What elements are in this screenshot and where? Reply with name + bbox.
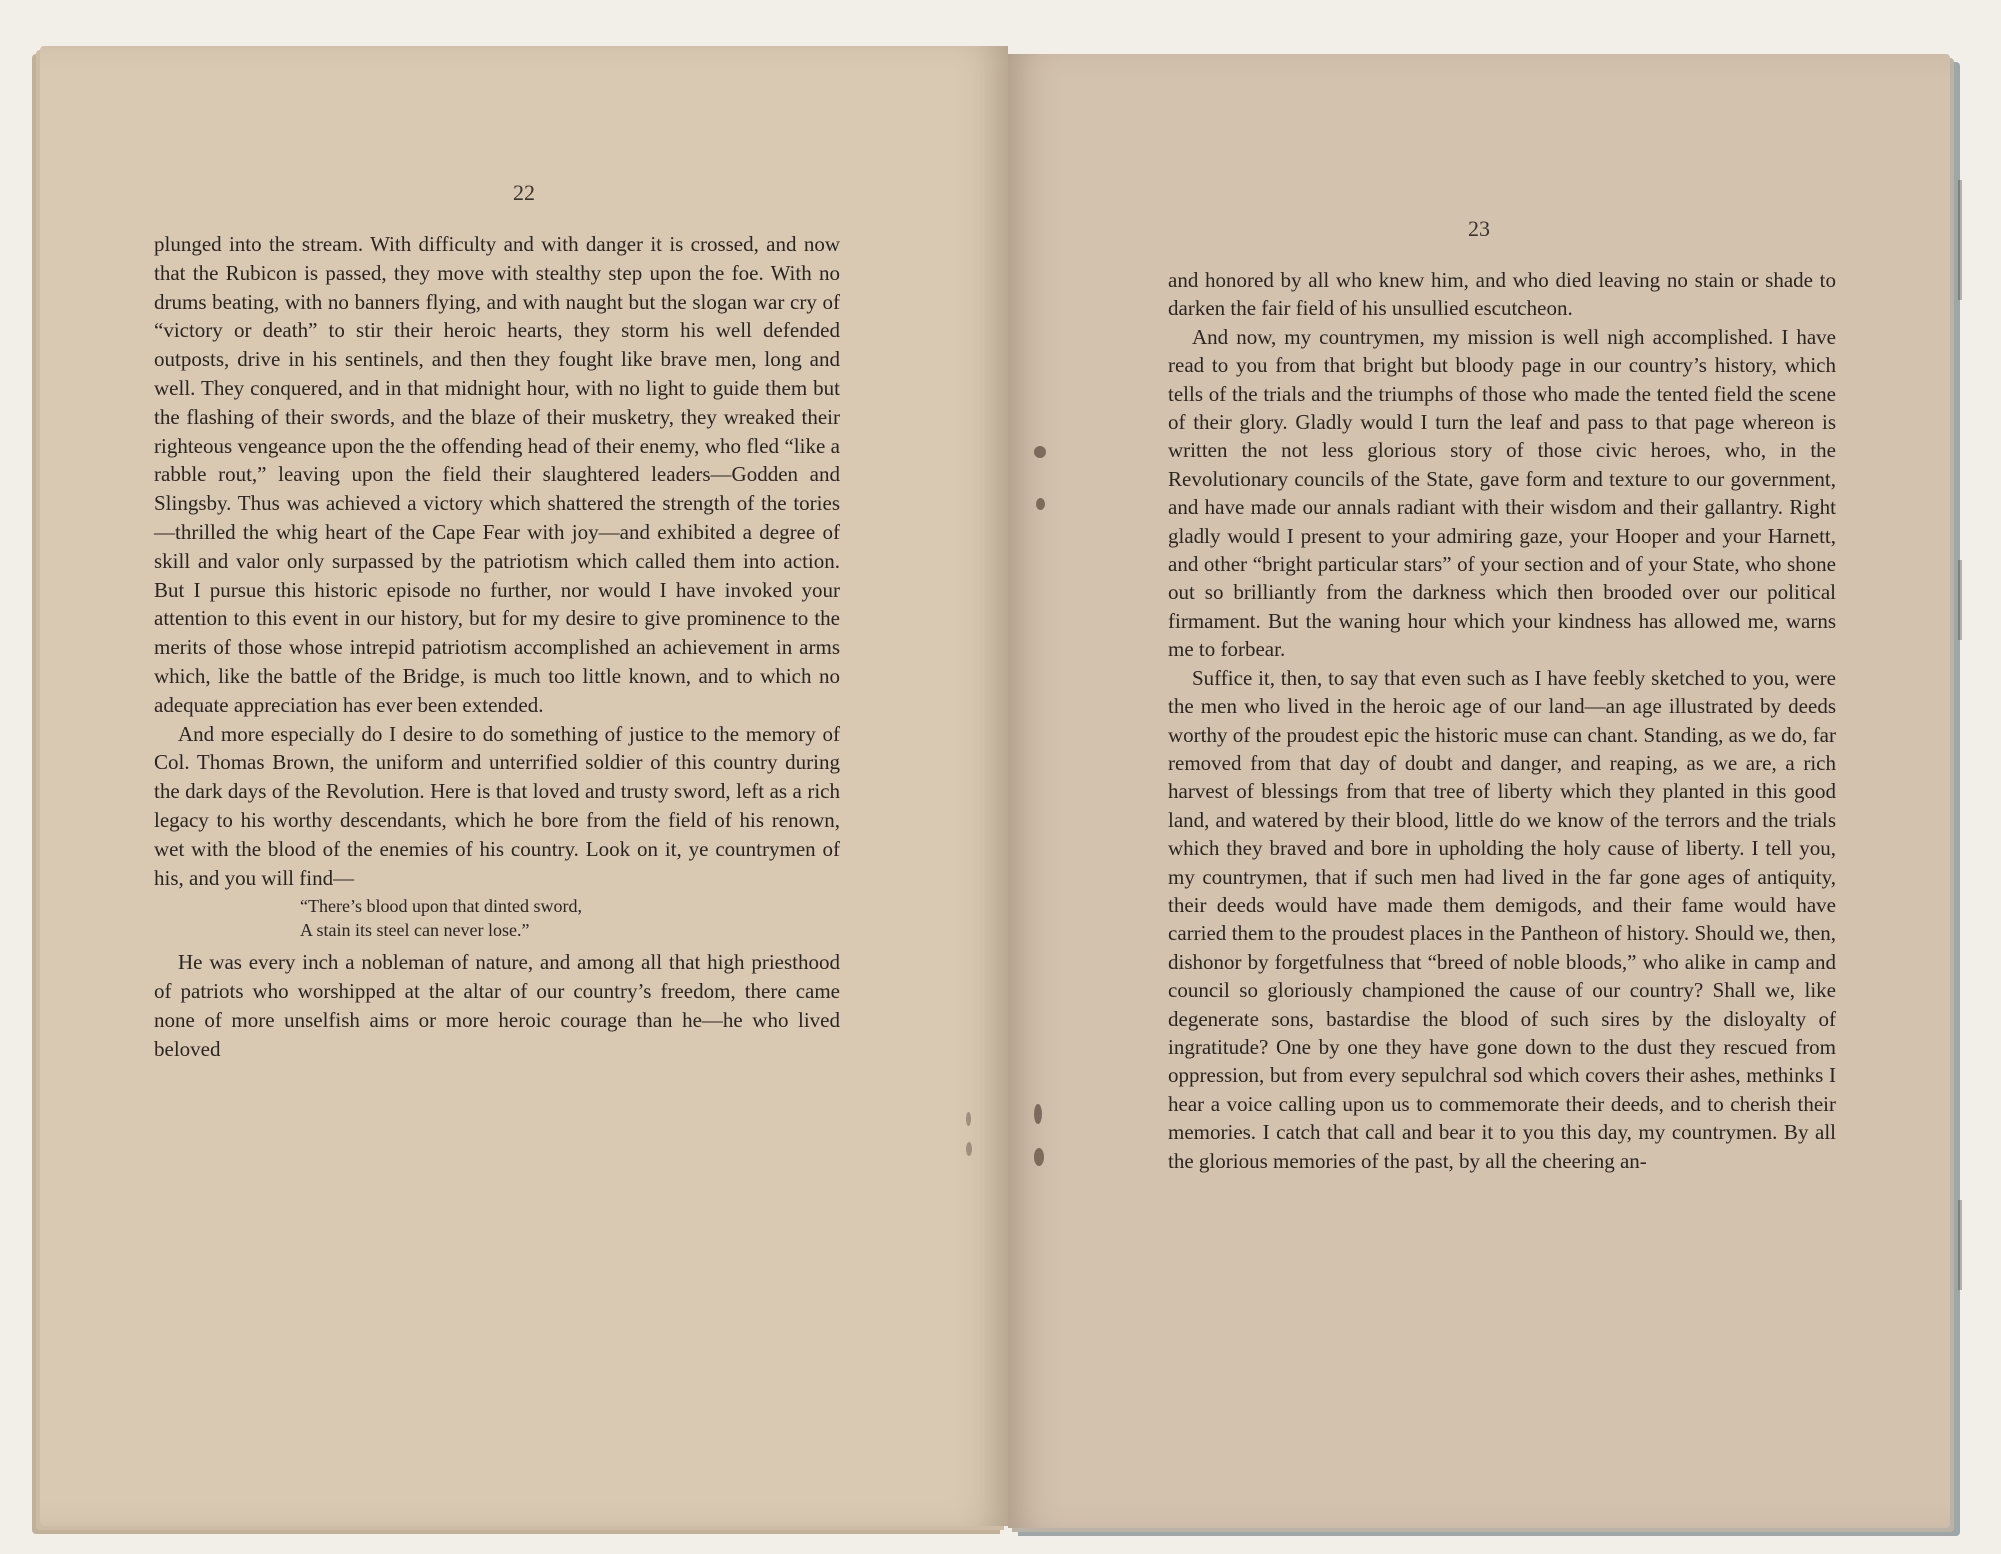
paragraph: plunged into the stream. With difficulty and with danger it is crossed, and now that the Rubicon is passed, they move with stealthy step upon the foe. With no drums beating, with no banners flying, and with naught but the slogan war cry of “victory or death” to stir their heroic hearts, they storm his well defended outposts, drive in his sentinels, and then they fought like brave men, long and well. They conquered, and in that midnight hour, with no light to guide them but the flashing of their swords, and the blaze of their musketry, they wreaked their righteous vengeance upon the the offending head of their enemy, who fled “like a rabble rout,” leaving upon the field their slaughtered leaders—Godden and Slingsby. Thus was achieved a victory which shattered the strength of the tories—thrilled the whig heart of the Cape Fear with joy—and exhibited a degree of skill and valor only surpassed by the patriotism which called them into action. But I pursue this historic episode no further, nor would I have invoked your attention to this event in our history, but for my desire to give prominence to the merits of those whose intrepid patriotism accomplished an achievement in arms which, like the battle of the Bridge, is much too little known, and to which no adequate appreciation has ever been extended. bbox=[154, 232, 840, 717]
binding-stain bbox=[1034, 1104, 1042, 1124]
binding-stain bbox=[966, 1112, 971, 1126]
verse-quote bbox=[154, 894, 840, 942]
page-number-right: 23 bbox=[1468, 216, 1490, 241]
paragraph: and honored by all who knew him, and who died leaving no stain or shade to darken the fair field of his unsullied escutcheon. bbox=[1168, 268, 1836, 321]
page-edge-mark bbox=[1958, 180, 1962, 300]
quote-line: A stain its steel can never lose.” bbox=[300, 920, 530, 941]
binding-stain bbox=[1034, 1148, 1044, 1166]
quote-line: “There’s blood upon that dinted sword, bbox=[300, 896, 582, 917]
page-edge-mark bbox=[1958, 1200, 1962, 1290]
binding-stain bbox=[1034, 446, 1046, 458]
left-page-text bbox=[154, 230, 840, 1064]
paragraph: And now, my countrymen, my mission is well nigh accomplished. I have read to you from that bright but bloody page in our country’s history, which tells of the trials and the triumphs of those who made the tented field the scene of their glory. Gladly would I turn the leaf and pass to that page whereon is written the not less glorious story of those civic heroes, who, in the Revolutionary councils of the State, gave form and texture to our government, and have made our annals radiant with their wisdom and their gallantry. Right gladly would I present to your admiring gaze, your Hooper and your Harnett, and other “bright particular stars” of your section and of your State, who shone out so brilliantly from the darkness which then brooded over our political firmament. But the waning hour which your kindness has allowed me, warns me to forbear. bbox=[1168, 324, 1836, 662]
paragraph: He was every inch a nobleman of nature, and among all that high priesthood of patriots who worshipped at the altar of our country’s freedom, there came none of more unselfish aims or more heroic courage than he—he who lived beloved bbox=[154, 950, 840, 1061]
binding-stain bbox=[966, 1142, 972, 1156]
right-page-text bbox=[1168, 266, 1836, 1175]
page-edge-mark bbox=[1958, 560, 1962, 640]
binding-stain bbox=[1036, 498, 1045, 510]
paragraph: Suffice it, then, to say that even such as I have feebly sketched to you, were the men who lived in the heroic age of our land—an age illustrated by deeds worthy of the proudest epic the historic muse can chant. Standing, as we do, far removed from that day of doubt and danger, and reaping, as we are, a rich harvest of blessings from that tree of liberty which they planted in this good land, and watered by their blood, little do we know of the terrors and the trials which they braved and bore in upholding the holy cause of liberty. I tell you, my countrymen, that if such men had lived in the far gone ages of antiquity, their deeds would have made them demigods, and their fame would have carried them to the proudest places in the Pantheon of history. Should we, then, dishonor by forgetfulness that “breed of noble bloods,” who alike in camp and council so gloriously championed the cause of our country? Shall we, like degenerate sons, bastardise the blood of such sires by the disloyalty of ingratitude? One by one they have gone down to the dust they rescued from oppression, but from every sepulchral sod which covers their ashes, methinks I hear a voice calling upon us to commemorate their deeds, and to cherish their memories. I catch that call and bear it to you this day, my countrymen. By all the glorious memories of the past, by all the cheering an- bbox=[1168, 665, 1836, 1173]
page-number-left: 22 bbox=[513, 180, 535, 205]
paragraph: And more especially do I desire to do something of justice to the memory of Col. Thomas Brown, the uniform and unterrified soldier of this country during the dark days of the Revolution. Here is that loved and trusty sword, left as a rich legacy to his worthy descendants, which he bore from the field of his renown, wet with the blood of the enemies of his country. Look on it, ye countrymen of his, and you will find— bbox=[154, 721, 840, 890]
left-page bbox=[40, 46, 1008, 1526]
right-page bbox=[1008, 54, 1950, 1528]
